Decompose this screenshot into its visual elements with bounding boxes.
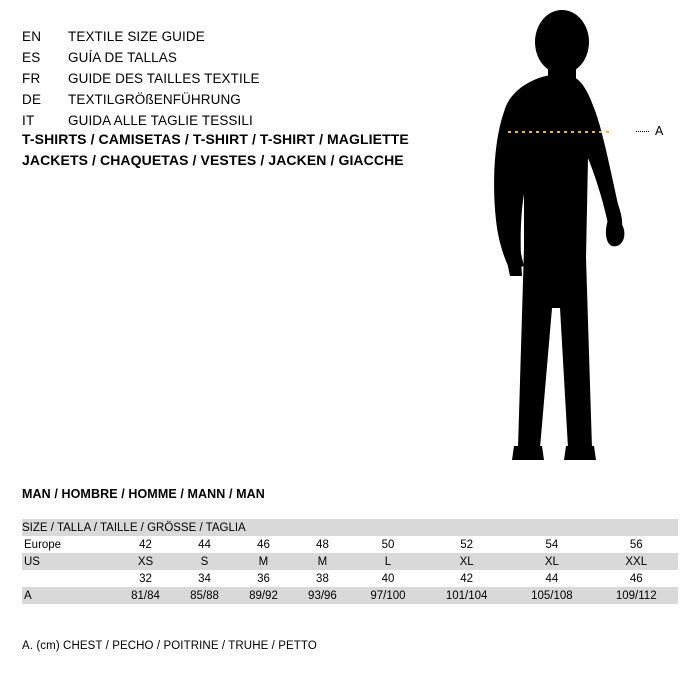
- table-cell: 93/96: [293, 587, 352, 604]
- row-label: A: [22, 587, 116, 604]
- table-cell: XL: [509, 553, 594, 570]
- garment-category-block: [22, 129, 492, 171]
- table-cell: 109/112: [594, 587, 678, 604]
- language-title: GUIDA ALLE TAGLIE TESSILI: [68, 113, 253, 128]
- table-cell: 81/84: [116, 587, 175, 604]
- table-cell: 38: [293, 570, 352, 587]
- language-code: EN: [22, 29, 42, 44]
- table-row: [22, 570, 678, 587]
- language-header-block: [22, 26, 452, 131]
- language-title: GUÍA DE TALLAS: [68, 50, 177, 65]
- table-cell: M: [293, 553, 352, 570]
- table-cell: 89/92: [234, 587, 293, 604]
- language-row: [22, 47, 452, 68]
- silhouette-shape: [494, 10, 624, 460]
- table-cell: 56: [594, 536, 678, 553]
- table-cell: M: [234, 553, 293, 570]
- table-cell: XS: [116, 553, 175, 570]
- table-cell: 50: [352, 536, 424, 553]
- language-title: GUIDE DES TAILLES TEXTILE: [68, 71, 260, 86]
- table-cell: L: [352, 553, 424, 570]
- table-row: [22, 536, 678, 553]
- table-cell: XL: [424, 553, 509, 570]
- table-cell: 52: [424, 536, 509, 553]
- table-cell: 42: [424, 570, 509, 587]
- size-table: [22, 519, 678, 604]
- language-title: TEXTILE SIZE GUIDE: [68, 29, 205, 44]
- garment-line-jackets: JACKETS / CHAQUETAS / VESTES / JACKEN / GIACCHE: [22, 152, 404, 168]
- table-cell: S: [175, 553, 234, 570]
- table-cell: 34: [175, 570, 234, 587]
- table-header-label: SIZE / TALLA / TAILLE / GRÖSSE / TAGLIA: [22, 519, 678, 536]
- row-label: Europe: [22, 536, 116, 553]
- table-cell: 54: [509, 536, 594, 553]
- measure-leader-dash: [636, 131, 649, 132]
- table-footnote: A. (cm) CHEST / PECHO / POITRINE / TRUHE / PETTO: [22, 640, 317, 652]
- language-row: [22, 89, 452, 110]
- table-cell: 105/108: [509, 587, 594, 604]
- male-silhouette-figure: [480, 8, 695, 473]
- language-row: [22, 26, 452, 47]
- table-header-row: [22, 519, 678, 536]
- table-cell: 101/104: [424, 587, 509, 604]
- table-row: [22, 553, 678, 570]
- language-code: ES: [22, 50, 41, 65]
- table-cell: 46: [234, 536, 293, 553]
- garment-line-tshirts: T-SHIRTS / CAMISETAS / T-SHIRT / T-SHIRT / MAGLIETTE: [22, 131, 409, 147]
- table-cell: 48: [293, 536, 352, 553]
- table-cell: 85/88: [175, 587, 234, 604]
- table-cell: 42: [116, 536, 175, 553]
- language-code: DE: [22, 92, 42, 107]
- table-cell: XXL: [594, 553, 678, 570]
- table-cell: 97/100: [352, 587, 424, 604]
- table-cell: 32: [116, 570, 175, 587]
- table-cell: 46: [594, 570, 678, 587]
- language-code: IT: [22, 113, 35, 128]
- language-row: [22, 68, 452, 89]
- measure-label-a: A: [655, 124, 664, 138]
- row-label: US: [22, 553, 116, 570]
- language-code: FR: [22, 71, 41, 86]
- table-cell: 40: [352, 570, 424, 587]
- table-cell: 36: [234, 570, 293, 587]
- table-cell: 44: [509, 570, 594, 587]
- language-title: TEXTILGRÖßENFÜHRUNG: [68, 92, 241, 107]
- table-row: [22, 587, 678, 604]
- language-row: [22, 110, 452, 131]
- table-cell: 44: [175, 536, 234, 553]
- row-label: [22, 570, 116, 587]
- table-group-label: MAN / HOMBRE / HOMME / MANN / MAN: [22, 487, 265, 501]
